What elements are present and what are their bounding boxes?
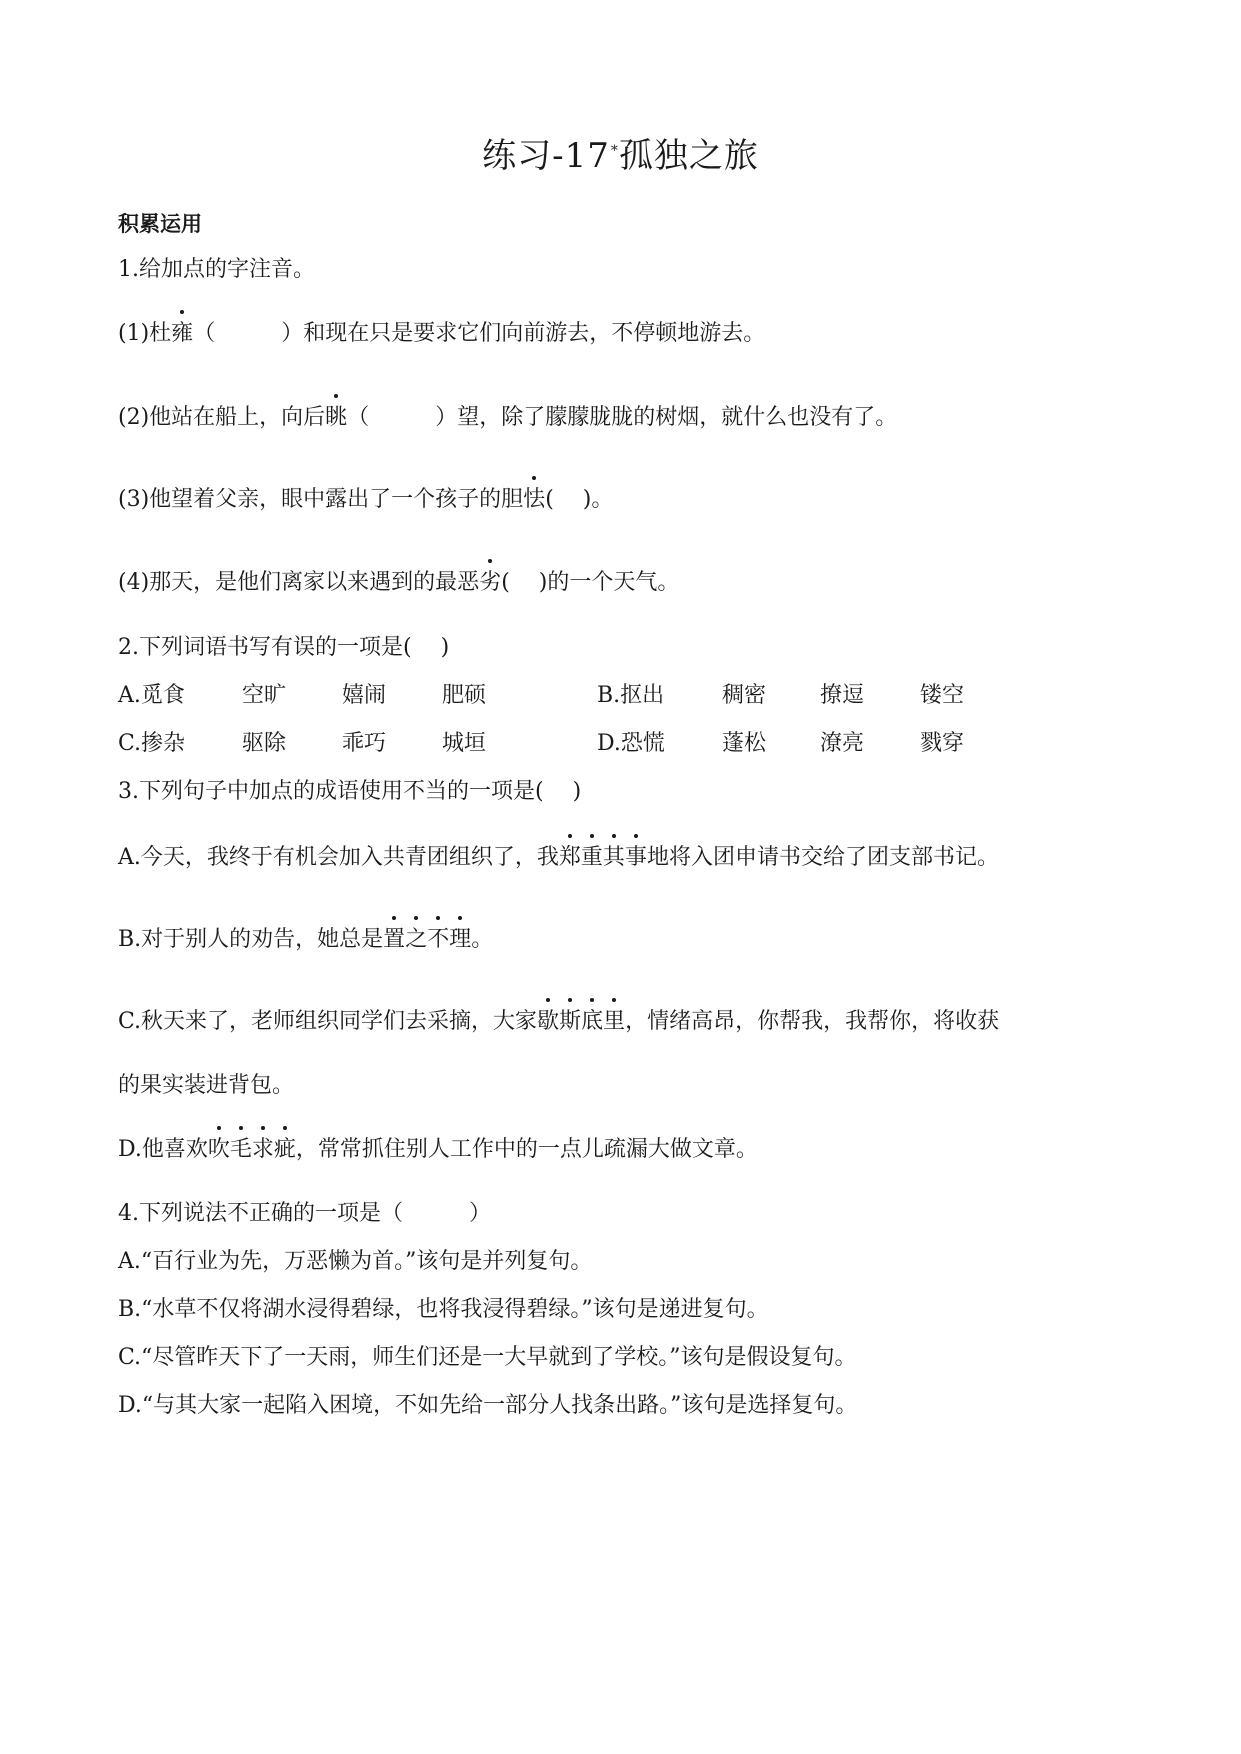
q2-option: D.恐慌 — [597, 731, 665, 756]
q2-word: 嬉闹 — [342, 683, 387, 708]
q4-option-b: B.“水草不仅将湖水浸得碧绿，也将我浸得碧绿。”该句是递进复句。 — [118, 1297, 769, 1322]
q2-word: 驱除 — [242, 731, 287, 756]
q2-word: 稠密 — [722, 683, 767, 708]
q3-stem: 3.下列句子中加点的成语使用不当的一项是( ) — [118, 779, 582, 804]
q4-option-c: C.“尽管昨天下了一天雨，师生们还是一大早就到了学校。”该句是假设复句。 — [118, 1345, 857, 1370]
q3-option-c-cont: 的果实装进背包。 — [118, 1073, 295, 1098]
q2-word: 乖巧 — [342, 731, 387, 756]
dotted-char: 里 — [603, 1004, 625, 1035]
q2-word: 城垣 — [442, 731, 487, 756]
q1-item-1: (1)杜雍（ ）和现在只是要求它们向前游去，不停顿地游去。 — [118, 316, 765, 347]
dotted-char: 毛 — [230, 1132, 252, 1163]
dotted-char: 吹 — [208, 1132, 230, 1163]
dotted-char: 底 — [581, 1004, 603, 1035]
dotted-char: 不 — [427, 922, 449, 953]
q4-option-a: A.“百行业为先，万恶懒为首。”该句是并列复句。 — [118, 1249, 593, 1274]
dotted-char: 重 — [581, 840, 603, 871]
dotted-idiom — [537, 1009, 625, 1034]
dotted-idiom — [559, 845, 647, 870]
dotted-char: 怯 — [523, 482, 545, 513]
dotted-char: 斯 — [559, 1004, 581, 1035]
q2-word: 蓬松 — [722, 731, 767, 756]
q2-word: 肥硕 — [442, 683, 487, 708]
dotted-idiom — [383, 927, 471, 952]
q1-item-2: (2)他站在船上，向后眺（ ）望，除了朦朦胧胧的树烟，就什么也没有了。 — [118, 400, 897, 431]
dotted-char: 事 — [625, 840, 647, 871]
title-text: 练习-17 — [482, 136, 610, 176]
q1-stem: 1.给加点的字注音。 — [118, 257, 315, 282]
q2-option: C.掺杂 — [118, 731, 186, 756]
dotted-char: 置 — [383, 922, 405, 953]
dotted-char: 雍 — [171, 316, 193, 347]
dotted-idiom — [208, 1137, 296, 1162]
dotted-char: 劣 — [479, 565, 501, 596]
dotted-char: 歇 — [537, 1004, 559, 1035]
q3-option-b: B.对于别人的劝告，她总是置之不理。 — [118, 922, 493, 953]
q3-option-d: D.他喜欢吹毛求疵，常常抓住别人工作中的一点儿疏漏大做文章。 — [118, 1132, 758, 1163]
dotted-char: 理 — [449, 922, 471, 953]
title-subtitle: 孤独之旅 — [618, 136, 759, 176]
q2-option: B.抠出 — [597, 683, 665, 708]
q2-word: 撩逗 — [820, 683, 865, 708]
dotted-char: 求 — [252, 1132, 274, 1163]
q4-stem: 4.下列说法不正确的一项是（ ） — [118, 1201, 491, 1226]
q3-option-a: A.今天，我终于有机会加入共青团组织了，我郑重其事地将入团申请书交给了团支部书记。 — [118, 840, 999, 871]
dotted-char: 眺 — [325, 400, 347, 431]
dotted-char: 郑 — [559, 840, 581, 871]
q3-option-c: C.秋天来了，老师组织同学们去采摘，大家歇斯底里，情绪高昂，你帮我，我帮你，将收获 — [118, 1004, 999, 1035]
q2-word: 镂空 — [920, 683, 965, 708]
dotted-char: 其 — [603, 840, 625, 871]
q2-word: 空旷 — [242, 683, 287, 708]
q1-item-3: (3)他望着父亲，眼中露出了一个孩子的胆怯( )。 — [118, 482, 613, 513]
section-heading: 积累运用 — [118, 212, 202, 236]
title-mark: * — [610, 142, 619, 159]
q2-option: A.觅食 — [118, 683, 185, 708]
q1-item-4: (4)那天，是他们离家以来遇到的最恶劣( )的一个天气。 — [118, 565, 679, 596]
page-title — [0, 128, 1241, 177]
dotted-char: 之 — [405, 922, 427, 953]
dotted-char: 疵 — [274, 1132, 296, 1163]
q2-stem: 2.下列词语书写有误的一项是( ) — [118, 635, 450, 660]
q2-word: 戮穿 — [920, 731, 965, 756]
q2-word: 潦亮 — [820, 731, 865, 756]
q4-option-d: D.“与其大家一起陷入困境，不如先给一部分人找条出路。”该句是选择复句。 — [118, 1393, 858, 1418]
